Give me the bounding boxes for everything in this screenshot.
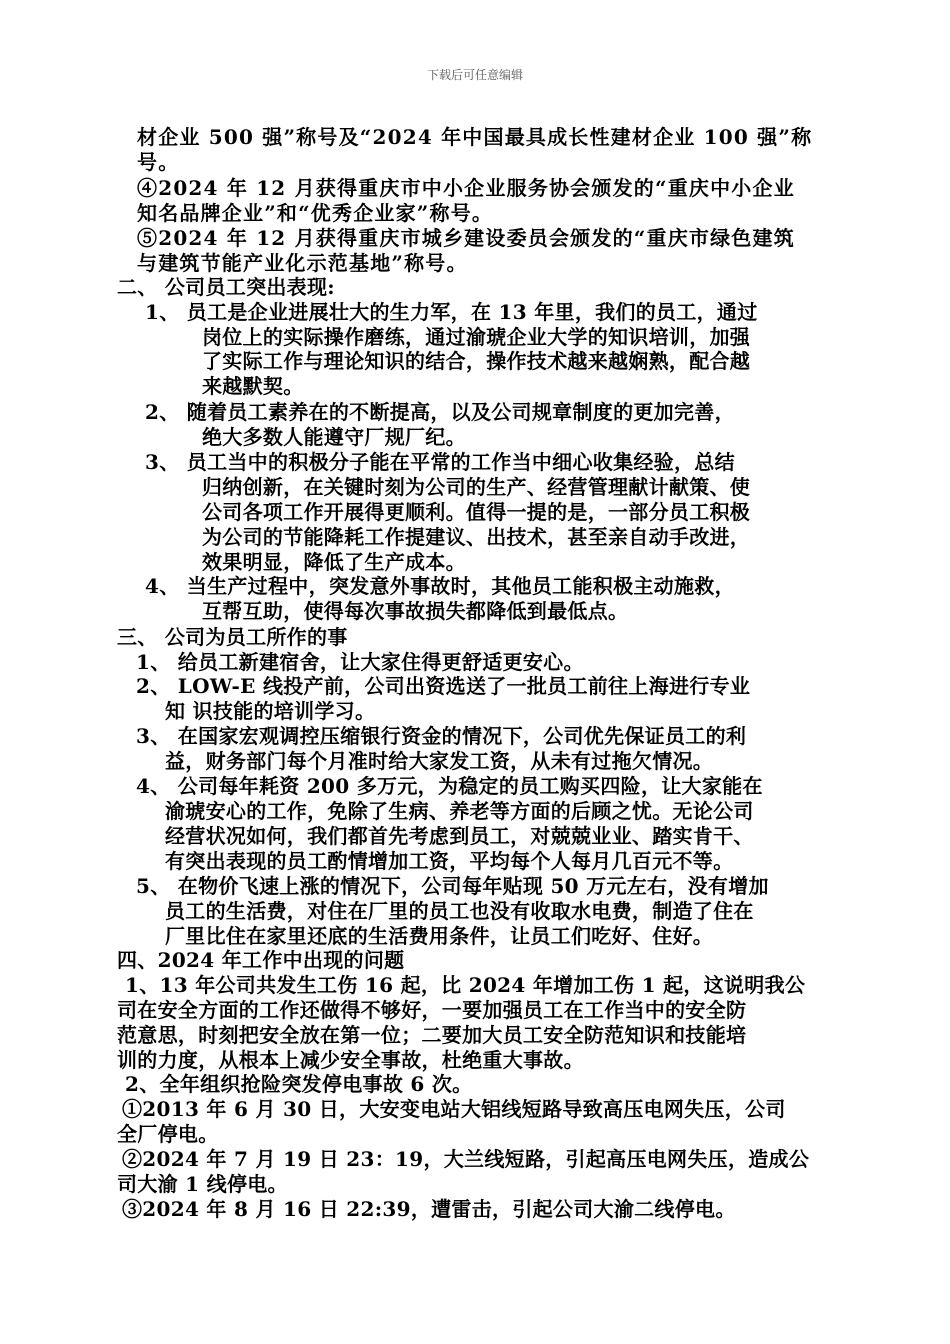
list-item: 4、 公司每年耗资 200 多万元，为稳定的员工购买四险，让大家能在 — [136, 774, 763, 798]
text-line: 材企业 500 强”称号及“2024 年中国最具成长性建材企业 100 强”称 — [137, 125, 813, 149]
section-heading: 四、2024 年工作中出现的问题 — [117, 948, 405, 972]
text-line: 来越默契。 — [202, 374, 304, 398]
text-line: 员工的生活费，对住在厂里的员工也没有收取水电费，制造了住在 — [165, 899, 754, 923]
text-line: 全厂停电。 — [117, 1122, 219, 1146]
text-line: ④2024 年 12 月获得重庆市中小企业服务协会颁发的“重庆中小企业 — [137, 176, 795, 200]
list-item: 1、 员工是企业进展壮大的生力军，在 13 年里，我们的员工，通过 — [145, 300, 758, 324]
text-line: 知 识技能的培训学习。 — [165, 699, 376, 723]
text-line: 知名品牌企业”和“优秀企业家”称号。 — [137, 201, 494, 225]
text-line: 司在安全方面的工作还做得不够好，一要加强员工在工作当中的安全防 — [117, 998, 747, 1022]
section-heading: 二、 公司员工突出表现: — [117, 275, 335, 299]
text-line: 了实际工作与理论知识的结合，操作技术越来越娴熟，配合越 — [202, 349, 751, 373]
list-item: 2、 随着员工素养在的不断提高，以及公司规章制度的更加完善， — [145, 400, 735, 424]
text-line: 益，财务部门每个月准时给大家发工资，从未有过拖欠情况。 — [165, 749, 714, 773]
text-line: 厂里比住在家里还底的生活费用条件，让员工们吃好、住好。 — [165, 924, 714, 948]
list-item: 2、 LOW-E 线投产前，公司出资选送了一批员工前往上海进行专业 — [136, 674, 751, 698]
page-header: 下载后可任意编辑 — [426, 68, 523, 82]
list-item: 3、 在国家宏观调控压缩银行资金的情况下，公司优先保证员工的利 — [136, 724, 747, 748]
text-line: ①2013 年 6 月 30 日，大安变电站大铝线短路导致高压电网失压，公司 — [122, 1097, 786, 1121]
text-line: 岗位上的实际操作磨练，通过渝琥企业大学的知识培训，加强 — [202, 325, 751, 349]
list-item: 5、 在物价飞速上涨的情况下，公司每年贴现 50 万元左右，没有增加 — [136, 874, 769, 898]
text-line: 渝琥安心的工作，免除了生病、养老等方面的后顾之忧。无论公司 — [165, 799, 754, 823]
text-line: 效果明显，降低了生产成本。 — [202, 550, 466, 574]
text-line: 司大渝 1 线停电。 — [117, 1172, 288, 1196]
text-line: 与建筑节能产业化示范基地”称号。 — [137, 251, 468, 275]
text-line: 有突出表现的员工酌情增加工资，平均每个人每月几百元不等。 — [165, 849, 734, 873]
text-line: 经营状况如何，我们都首先考虑到员工，对兢兢业业、踏实肯干、 — [165, 824, 754, 848]
text-line: 训的力度，从根本上减少安全事故，杜绝重大事故。 — [117, 1048, 584, 1072]
list-item: 1、 给员工新建宿舍，让大家住得更舒适更安心。 — [136, 650, 584, 674]
text-line: 绝大多数人能遵守厂规厂纪。 — [202, 425, 466, 449]
text-line: ③2024 年 8 月 16 日 22:39，遭雷击，引起公司大渝二线停电。 — [122, 1197, 736, 1221]
text-line: 互帮互助，使得每次事故损失都降低到最低点。 — [202, 599, 629, 623]
section-heading: 三、 公司为员工所作的事 — [117, 625, 348, 649]
text-line: 号。 — [137, 150, 180, 174]
text-line: 1、13 年公司共发生工伤 16 起，比 2024 年增加工伤 1 起，这说明我公 — [125, 973, 806, 997]
text-line: 为公司的节能降耗工作提建议、出技术，甚至亲自动手改进， — [202, 525, 751, 549]
text-line: 归纳创新，在关键时刻为公司的生产、经营管理献计献策、使 — [202, 475, 751, 499]
text-line: 公司各项工作开展得更顺利。值得一提的是，一部分员工积极 — [202, 500, 751, 524]
list-item: 4、 当生产过程中，突发意外事故时，其他员工能积极主动施救， — [145, 574, 735, 598]
text-line: ⑤2024 年 12 月获得重庆市城乡建设委员会颁发的“重庆市绿色建筑 — [137, 226, 795, 250]
text-line: 范意思，时刻把安全放在第一位；二要加大员工安全防范知识和技能培 — [117, 1023, 747, 1047]
text-line: 2、全年组织抢险突发停电事故 6 次。 — [125, 1072, 473, 1096]
text-line: ②2024 年 7 月 19 日 23：19，大兰线短路，引起高压电网失压，造成公 — [122, 1147, 810, 1171]
list-item: 3、 员工当中的积极分子能在平常的工作当中细心收集经验，总结 — [145, 450, 735, 474]
